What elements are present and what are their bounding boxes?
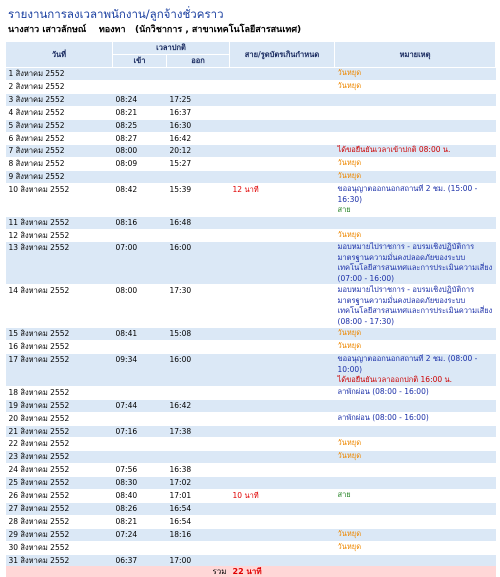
row-date: 2 สิงหาคม 2552 bbox=[6, 80, 113, 93]
row-in bbox=[113, 541, 167, 554]
row-note-text-2: ได้ขอยืนยันเวลาออกปกติ 16:00 น. bbox=[337, 375, 453, 385]
table-row bbox=[6, 528, 496, 541]
row-date: 14 สิงหาคม 2552 bbox=[6, 285, 113, 328]
row-in bbox=[113, 171, 167, 184]
employee-info bbox=[8, 22, 301, 36]
row-late bbox=[230, 541, 335, 554]
row-date: 24 สิงหาคม 2552 bbox=[6, 464, 113, 477]
row-out: 16:54 bbox=[167, 502, 230, 515]
row-late bbox=[230, 399, 335, 412]
row-note bbox=[335, 285, 496, 328]
header-in: เข้า bbox=[113, 55, 167, 68]
row-in: 08:21 bbox=[113, 515, 167, 528]
table-row bbox=[6, 242, 496, 285]
table-row bbox=[6, 464, 496, 477]
row-out bbox=[167, 80, 230, 93]
table-row bbox=[6, 451, 496, 464]
row-late bbox=[230, 242, 335, 285]
table-row bbox=[6, 477, 496, 490]
employee-position: (นักวิชาการ , สาขาเทคโนโลยีสารสนเทศ) bbox=[134, 25, 302, 35]
row-date: 17 สิงหาคม 2552 bbox=[6, 354, 113, 387]
row-date: 12 สิงหาคม 2552 bbox=[6, 229, 113, 242]
table-row bbox=[6, 285, 496, 328]
row-late bbox=[230, 386, 335, 399]
row-in: 07:56 bbox=[113, 464, 167, 477]
row-in: 08:26 bbox=[113, 502, 167, 515]
table-row bbox=[6, 171, 496, 184]
row-out bbox=[167, 341, 230, 354]
row-date: 1 สิงหาคม 2552 bbox=[6, 68, 113, 81]
table-row bbox=[6, 386, 496, 399]
attendance-rows bbox=[6, 68, 496, 567]
row-out: 15:39 bbox=[167, 184, 230, 217]
row-out bbox=[167, 451, 230, 464]
table-row bbox=[6, 132, 496, 145]
row-in: 08:30 bbox=[113, 477, 167, 490]
row-date: 23 สิงหาคม 2552 bbox=[6, 451, 113, 464]
row-note bbox=[335, 399, 496, 412]
row-note-text: ขออนุญาตออกนอกสถานที่ 2 ชม. (15:00 - 16:30) bbox=[337, 184, 478, 204]
row-out: 17:02 bbox=[167, 477, 230, 490]
row-out bbox=[167, 438, 230, 451]
table-row bbox=[6, 229, 496, 242]
row-late bbox=[230, 285, 335, 328]
row-in bbox=[113, 80, 167, 93]
row-note-text: มอบหมายไปราชการ - อบรมเชิงปฏิบัติการมาตรฐานความมั่นคงปลอดภัยของระบบเทคโนโลยีสารสนเทศและการประเมินความเสี่ยง (07:00 - 16:00) bbox=[337, 242, 493, 283]
row-late bbox=[230, 171, 335, 184]
report-title: รายงานการลงเวลาพนักงาน/ลูกจ้างชั่วคราว bbox=[8, 7, 224, 21]
row-note bbox=[335, 528, 496, 541]
row-in bbox=[113, 229, 167, 242]
row-note-text: วันหยุด bbox=[337, 528, 362, 538]
table-row bbox=[6, 158, 496, 171]
header-note: หมายเหตุ bbox=[335, 42, 496, 68]
row-date: 6 สิงหาคม 2552 bbox=[6, 132, 113, 145]
row-note bbox=[335, 68, 496, 81]
row-note-text-2: สาย bbox=[337, 205, 351, 215]
table-row bbox=[6, 425, 496, 438]
row-note bbox=[335, 502, 496, 515]
row-late bbox=[230, 464, 335, 477]
row-out bbox=[167, 412, 230, 425]
row-out: 17:01 bbox=[167, 490, 230, 503]
row-in: 07:16 bbox=[113, 425, 167, 438]
row-in: 08:25 bbox=[113, 119, 167, 132]
row-note bbox=[335, 386, 496, 399]
row-note bbox=[335, 216, 496, 229]
row-note bbox=[335, 341, 496, 354]
row-out: 17:00 bbox=[167, 554, 230, 566]
row-note bbox=[335, 132, 496, 145]
row-late bbox=[230, 554, 335, 566]
row-out: 16:48 bbox=[167, 216, 230, 229]
row-in: 08:00 bbox=[113, 145, 167, 158]
row-in: 08:21 bbox=[113, 106, 167, 119]
row-note-text: วันหยุด bbox=[337, 158, 362, 168]
row-out bbox=[167, 541, 230, 554]
row-late bbox=[230, 354, 335, 387]
employee-prefix: นางสาว bbox=[8, 25, 40, 35]
row-out: 16:00 bbox=[167, 242, 230, 285]
total-value: 22 นาที bbox=[230, 566, 496, 577]
row-date: 28 สิงหาคม 2552 bbox=[6, 515, 113, 528]
row-out: 20:12 bbox=[167, 145, 230, 158]
row-note-text: ขออนุญาตออกนอกสถานที่ 2 ชม. (08:00 - 10:00) bbox=[337, 354, 478, 374]
row-late: 12 นาที bbox=[230, 184, 335, 217]
row-note bbox=[335, 184, 496, 217]
table-row bbox=[6, 68, 496, 81]
row-late bbox=[230, 451, 335, 464]
table-row bbox=[6, 93, 496, 106]
row-out bbox=[167, 386, 230, 399]
row-date: 8 สิงหาคม 2552 bbox=[6, 158, 113, 171]
row-date: 9 สิงหาคม 2552 bbox=[6, 171, 113, 184]
row-note-text: วันหยุด bbox=[337, 80, 362, 90]
row-date: 11 สิงหาคม 2552 bbox=[6, 216, 113, 229]
row-late bbox=[230, 528, 335, 541]
row-note bbox=[335, 477, 496, 490]
row-out: 16:42 bbox=[167, 132, 230, 145]
row-late bbox=[230, 229, 335, 242]
row-date: 10 สิงหาคม 2552 bbox=[6, 184, 113, 217]
row-in bbox=[113, 438, 167, 451]
row-note bbox=[335, 106, 496, 119]
row-in: 08:40 bbox=[113, 490, 167, 503]
row-in: 08:27 bbox=[113, 132, 167, 145]
employee-last-name: ทองทา bbox=[98, 25, 126, 35]
row-in bbox=[113, 341, 167, 354]
row-in bbox=[113, 68, 167, 81]
row-note bbox=[335, 490, 496, 503]
row-out: 18:16 bbox=[167, 528, 230, 541]
row-out: 15:08 bbox=[167, 328, 230, 341]
row-in: 07:00 bbox=[113, 242, 167, 285]
row-out: 16:00 bbox=[167, 354, 230, 387]
row-late bbox=[230, 515, 335, 528]
row-note bbox=[335, 171, 496, 184]
attendance-table bbox=[5, 41, 496, 577]
row-in: 08:09 bbox=[113, 158, 167, 171]
row-late bbox=[230, 412, 335, 425]
row-note bbox=[335, 451, 496, 464]
row-in: 08:24 bbox=[113, 93, 167, 106]
table-row bbox=[6, 341, 496, 354]
row-note-text: ลาพักผ่อน (08:00 - 16:00) bbox=[337, 386, 429, 396]
row-out: 17:38 bbox=[167, 425, 230, 438]
table-row bbox=[6, 106, 496, 119]
row-out: 16:42 bbox=[167, 399, 230, 412]
row-note-text: วันหยุด bbox=[337, 341, 362, 351]
table-row bbox=[6, 541, 496, 554]
row-in: 07:24 bbox=[113, 528, 167, 541]
row-late bbox=[230, 425, 335, 438]
row-late bbox=[230, 80, 335, 93]
row-note bbox=[335, 328, 496, 341]
row-out: 16:38 bbox=[167, 464, 230, 477]
row-date: 13 สิงหาคม 2552 bbox=[6, 242, 113, 285]
row-date: 4 สิงหาคม 2552 bbox=[6, 106, 113, 119]
row-date: 22 สิงหาคม 2552 bbox=[6, 438, 113, 451]
row-note-text: ลาพักผ่อน (08:00 - 16:00) bbox=[337, 412, 429, 422]
row-in bbox=[113, 412, 167, 425]
row-date: 18 สิงหาคม 2552 bbox=[6, 386, 113, 399]
row-date: 5 สิงหาคม 2552 bbox=[6, 119, 113, 132]
row-late bbox=[230, 341, 335, 354]
row-late bbox=[230, 216, 335, 229]
row-date: 3 สิงหาคม 2552 bbox=[6, 93, 113, 106]
row-out: 16:30 bbox=[167, 119, 230, 132]
row-date: 30 สิงหาคม 2552 bbox=[6, 541, 113, 554]
table-row bbox=[6, 490, 496, 503]
row-note bbox=[335, 93, 496, 106]
row-note bbox=[335, 119, 496, 132]
row-date: 25 สิงหาคม 2552 bbox=[6, 477, 113, 490]
row-date: 31 สิงหาคม 2552 bbox=[6, 554, 113, 566]
row-late bbox=[230, 502, 335, 515]
row-in: 08:41 bbox=[113, 328, 167, 341]
row-date: 21 สิงหาคม 2552 bbox=[6, 425, 113, 438]
row-note bbox=[335, 145, 496, 158]
row-out: 16:54 bbox=[167, 515, 230, 528]
table-row bbox=[6, 119, 496, 132]
row-note-text: สาย bbox=[337, 490, 351, 500]
row-out: 16:37 bbox=[167, 106, 230, 119]
header-late: สาย/รูดบัตรเกินกำหนด bbox=[230, 42, 335, 68]
row-date: 16 สิงหาคม 2552 bbox=[6, 341, 113, 354]
row-note bbox=[335, 438, 496, 451]
row-date: 27 สิงหาคม 2552 bbox=[6, 502, 113, 515]
row-note-text: วันหยุด bbox=[337, 541, 362, 551]
employee-first-name: เสาวลักษณ์ bbox=[42, 25, 87, 35]
row-note bbox=[335, 158, 496, 171]
row-note-text: วันหยุด bbox=[337, 229, 362, 239]
row-late: 10 นาที bbox=[230, 490, 335, 503]
row-date: 15 สิงหาคม 2552 bbox=[6, 328, 113, 341]
table-row bbox=[6, 354, 496, 387]
row-date: 19 สิงหาคม 2552 bbox=[6, 399, 113, 412]
row-note-text: วันหยุด bbox=[337, 328, 362, 338]
row-in: 08:16 bbox=[113, 216, 167, 229]
row-in: 06:37 bbox=[113, 554, 167, 566]
row-in: 08:42 bbox=[113, 184, 167, 217]
row-late bbox=[230, 145, 335, 158]
row-date: 7 สิงหาคม 2552 bbox=[6, 145, 113, 158]
row-note-text: วันหยุด bbox=[337, 171, 362, 181]
row-late bbox=[230, 106, 335, 119]
row-out bbox=[167, 229, 230, 242]
row-note-text: วันหยุด bbox=[337, 451, 362, 461]
row-note bbox=[335, 229, 496, 242]
table-row bbox=[6, 412, 496, 425]
table-row bbox=[6, 328, 496, 341]
row-note bbox=[335, 354, 496, 387]
table-row bbox=[6, 515, 496, 528]
table-row bbox=[6, 438, 496, 451]
row-out bbox=[167, 171, 230, 184]
row-note bbox=[335, 515, 496, 528]
row-in: 08:00 bbox=[113, 285, 167, 328]
row-note bbox=[335, 425, 496, 438]
row-note bbox=[335, 464, 496, 477]
header-work-time: เวลาปกติ bbox=[113, 42, 230, 55]
row-date: 29 สิงหาคม 2552 bbox=[6, 528, 113, 541]
row-note bbox=[335, 242, 496, 285]
row-late bbox=[230, 158, 335, 171]
row-date: 26 สิงหาคม 2552 bbox=[6, 490, 113, 503]
row-late bbox=[230, 477, 335, 490]
row-in: 09:34 bbox=[113, 354, 167, 387]
table-row bbox=[6, 554, 496, 566]
row-out: 17:30 bbox=[167, 285, 230, 328]
row-note-text: วันหยุด bbox=[337, 438, 362, 448]
row-note-text: มอบหมายไปราชการ - อบรมเชิงปฏิบัติการมาตรฐานความมั่นคงปลอดภัยของระบบเทคโนโลยีสารสนเทศและการประเมินความเสี่ยง (08:00 - 17:30) bbox=[337, 285, 493, 326]
table-row bbox=[6, 216, 496, 229]
row-note bbox=[335, 412, 496, 425]
row-note bbox=[335, 80, 496, 93]
table-row bbox=[6, 502, 496, 515]
total-row bbox=[6, 566, 496, 577]
table-row bbox=[6, 145, 496, 158]
table-row bbox=[6, 80, 496, 93]
row-date: 20 สิงหาคม 2552 bbox=[6, 412, 113, 425]
row-late bbox=[230, 328, 335, 341]
row-note bbox=[335, 541, 496, 554]
row-late bbox=[230, 93, 335, 106]
table-row bbox=[6, 184, 496, 217]
row-note bbox=[335, 554, 496, 566]
row-note-text: ได้ขอยืนยันเวลาเข้าปกติ 08:00 น. bbox=[337, 145, 451, 155]
row-in bbox=[113, 386, 167, 399]
row-note-text: วันหยุด bbox=[337, 68, 362, 77]
row-late bbox=[230, 132, 335, 145]
row-out: 15:27 bbox=[167, 158, 230, 171]
header-date: วันที่ bbox=[6, 42, 113, 68]
row-out: 17:25 bbox=[167, 93, 230, 106]
header-out: ออก bbox=[167, 55, 230, 68]
table-row bbox=[6, 399, 496, 412]
row-in bbox=[113, 451, 167, 464]
row-out bbox=[167, 68, 230, 81]
total-label: รวม bbox=[6, 566, 230, 577]
row-late bbox=[230, 119, 335, 132]
row-late bbox=[230, 68, 335, 81]
row-in: 07:44 bbox=[113, 399, 167, 412]
row-late bbox=[230, 438, 335, 451]
